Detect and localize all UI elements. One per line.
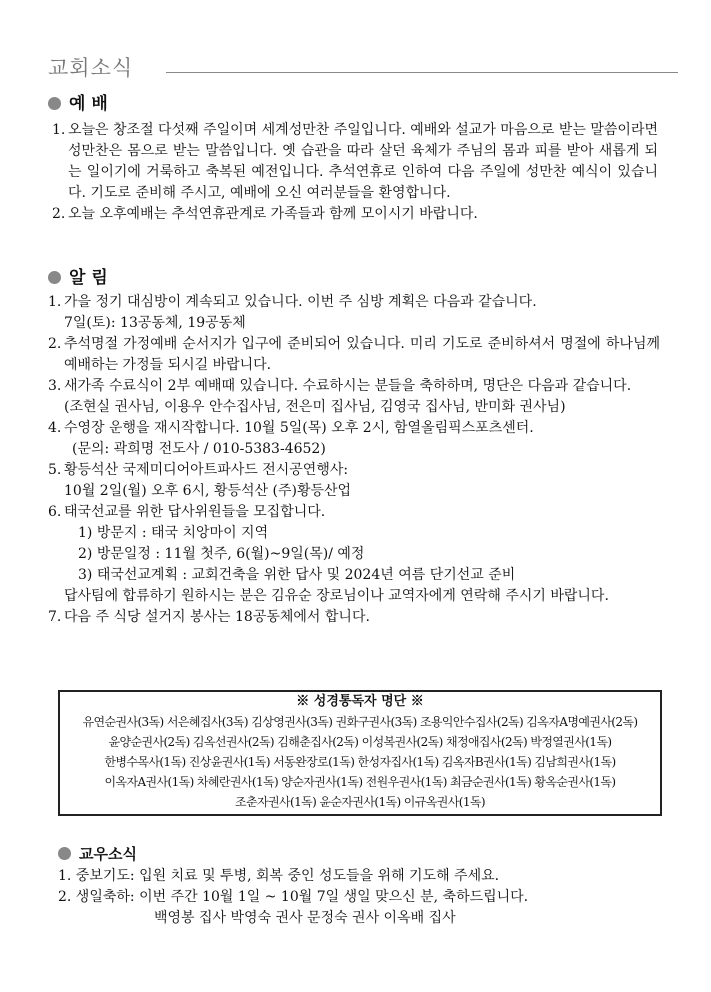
prayer-text: 입원 치료 및 투병, 회복 중인 성도들을 위해 기도해 주세요.	[139, 868, 500, 884]
list-item	[48, 334, 660, 376]
item-text: 오늘 오후예배는 추석연휴관계로 가족들과 함께 모이시기 바랍니다.	[68, 206, 478, 222]
item-text: 태국선교를 위한 답사위원들을 모집합니다.	[64, 504, 326, 520]
list-item	[48, 376, 660, 418]
item-number: 7.	[48, 609, 62, 625]
bible-readers-line: 조춘자권사(1독) 윤순자권사(1독) 이규옥권사(1독)	[235, 795, 485, 809]
item-number: 2.	[52, 206, 66, 222]
item-sub: 2) 방문일정 : 11월 첫주, 6(월)~9일(목)/ 예정	[78, 546, 365, 562]
notices-heading-label: 알 림	[69, 268, 108, 288]
page-header	[48, 52, 678, 86]
worship-list	[52, 120, 658, 225]
bible-readers-box	[58, 690, 662, 816]
birthday-line	[58, 887, 658, 908]
item-sub: (조현실 권사님, 이용우 안수집사님, 전은미 집사님, 김영국 집사님, 반미화 권사님)	[64, 399, 566, 415]
bible-readers-line: 유연순권사(3독) 서은혜집사(3독) 김상영권사(3독) 권화구권사(3독) 조용익안수집사(2독) 김옥자A명예권사(2독)	[82, 715, 638, 729]
list-item	[52, 120, 658, 204]
members-heading-label: 교우소식	[79, 845, 137, 863]
list-item	[48, 502, 660, 607]
members-heading	[58, 844, 137, 864]
item-sub: 1) 방문지 : 태국 치앙마이 지역	[78, 525, 269, 541]
item-text: 추석명절 가정예배 순서지가 입구에 준비되어 있습니다. 미리 기도로 준비하셔서 명절에 하나님께 예배하는 가정들 되시길 바랍니다.	[64, 336, 660, 373]
item-number: 5.	[48, 462, 62, 478]
bullet-dot-icon	[48, 97, 61, 110]
item-number: 1.	[52, 122, 66, 138]
item-number: 4.	[48, 420, 62, 436]
item-number: 2.	[48, 336, 62, 352]
bible-readers-title: ※ 성경통독자 명단 ※	[296, 694, 424, 709]
notices-heading	[48, 268, 108, 288]
bible-readers-line: 윤양순권사(2독) 김옥선권사(2독) 김해춘집사(2독) 이성복권사(2독) 채정애집사(2독) 박정열권사(1독)	[108, 735, 612, 749]
bible-readers-line: 한병수목사(1독) 진상윤권사(1독) 서동완장로(1독) 한성자집사(1독) 김옥자B권사(1독) 김남희권사(1독)	[104, 755, 616, 769]
notices-list	[48, 292, 660, 628]
item-text: 새가족 수료식이 2부 예배때 있습니다. 수료하시는 분들을 축하하며, 명단은 다음과 같습니다.	[64, 378, 632, 394]
worship-heading	[48, 94, 108, 114]
item-sub: 3) 태국선교계획 : 교회건축을 위한 답사 및 2024년 여름 단기선교 준비	[78, 567, 516, 583]
list-item	[52, 204, 658, 225]
birthday-names: 백영봉 집사 박영숙 권사 문정숙 권사 이옥배 집사	[154, 910, 456, 926]
list-item	[48, 292, 660, 334]
item-sub: 7일(토): 13공동체, 19공동체	[64, 315, 246, 331]
item-sub: (문의: 곽희명 전도사 / 010-5383-4652)	[72, 441, 326, 457]
header-divider	[166, 72, 678, 73]
item-number: 6.	[48, 504, 62, 520]
worship-heading-label: 예 배	[69, 94, 108, 114]
item-number: 3.	[48, 378, 62, 394]
item-text: 가을 정기 대심방이 계속되고 있습니다. 이번 주 심방 계획은 다음과 같습니다.	[64, 294, 537, 310]
item-text: 수영장 운행을 재시작합니다. 10월 5일(목) 오후 2시, 함열올림픽스포츠센터.	[64, 420, 534, 436]
birthday-label: 2. 생일축하:	[58, 889, 135, 905]
item-sub: 10월 2일(월) 오후 6시, 황등석산 (주)황등산업	[64, 483, 352, 499]
list-item	[48, 418, 660, 460]
prayer-line	[58, 866, 658, 887]
bullet-dot-icon	[58, 847, 71, 860]
members-list	[58, 866, 658, 929]
bullet-dot-icon	[48, 271, 61, 284]
item-tail: 답사팀에 합류하기 원하시는 분은 김유순 장로님이나 교역자에게 연락해 주시기 바랍니다.	[64, 588, 609, 604]
birthday-text: 이번 주간 10월 1일 ~ 10월 7일 생일 맞으신 분, 축하드립니다.	[139, 889, 529, 905]
item-text: 오늘은 창조절 다섯째 주일이며 세계성만찬 주일입니다. 예배와 설교가 마음으로 받는 말씀이라면 성만찬은 몸으로 받는 말씀입니다. 옛 습관을 따라 살던 육체가 주님의 몸과 피를 받아 새롭게 되는 일이기에 거룩하고 축복된 예전입니다. 추석연휴로 인하여 다음 주일에 성만찬 예식이 있습니다. 기도로 준비해 주시고, 예배에 오신 여러분들을 환영합니다.	[68, 122, 658, 201]
item-text: 황등석산 국제미디어아트파사드 전시공연행사:	[64, 462, 349, 478]
bible-readers-line: 이옥자A권사(1독) 차혜란권사(1독) 양순자권사(1독) 전원우권사(1독) 최금순권사(1독) 황옥순권사(1독)	[104, 775, 616, 789]
item-text: 다음 주 식당 설거지 봉사는 18공동체에서 합니다.	[64, 609, 370, 625]
list-item	[48, 607, 660, 628]
page-title: 교회소식	[48, 56, 134, 80]
item-number: 1.	[48, 294, 62, 310]
prayer-label: 1. 중보기도:	[58, 868, 135, 884]
list-item	[48, 460, 660, 502]
